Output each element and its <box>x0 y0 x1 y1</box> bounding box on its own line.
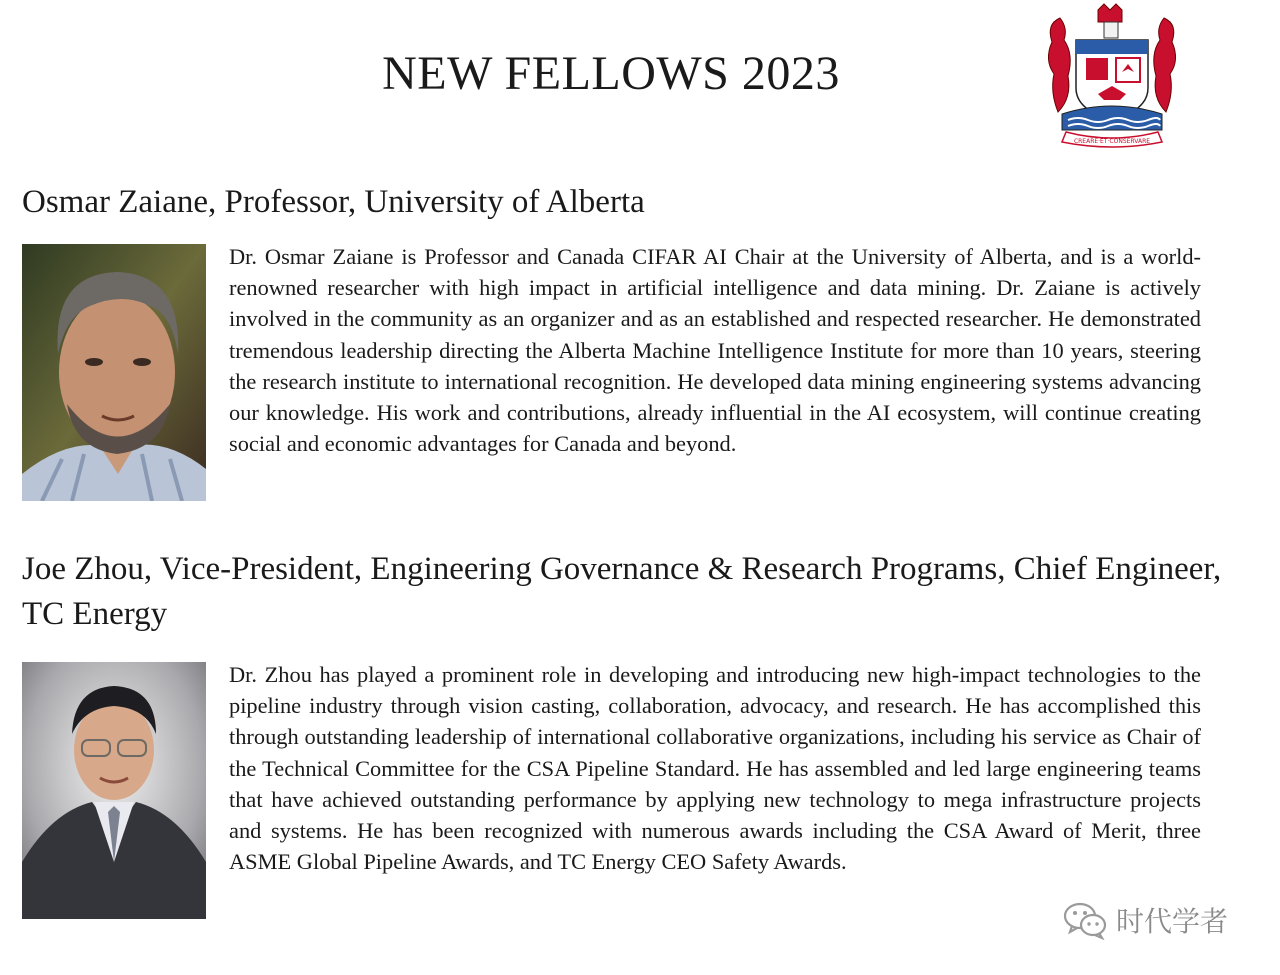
watermark-text: 时代学者 <box>1116 905 1229 938</box>
fellow-bio: Dr. Osmar Zaiane is Professor and Canada CIFAR AI Chair at the University of Alberta, and is a world-renowned researcher with high impact in artificial intelligence and data mining. Dr. Zaiane is actively involved in the community as an organizer and as an established and respected researcher. He demonstrated tremendous leadership directing the Alberta Machine Intelligence Institute for more than 10 years, steering the research institute to international recognition. He developed data mining engineering systems advancing our knowledge. His work and contributions, already influential in the AI ecosystem, will continue creating social and economic advantages for Canada and beyond. <box>229 244 1201 457</box>
portrait-photo <box>22 244 206 501</box>
wechat-icon <box>1062 900 1108 940</box>
fellow-bio: Dr. Zhou has played a prominent role in developing and introducing new high-impact technologies to the pipeline industry through vision casting, collaboration, advocacy, and research. He has accomplished this through outstanding leadership of international collaborative organizations, including his service as Chair of the Technical Committee for the CSA Pipeline Standard. He has assembled and led large engineering teams that have achieved outstanding performance by applying new technology to mega infrastructure projects and systems. He has been recognized with numerous awards including the CSA Award of Merit, three ASME Global Pipeline Awards, and TC Energy CEO Safety Awards. <box>229 662 1201 875</box>
coat-of-arms-icon <box>1038 2 1186 150</box>
fellow-name: Osmar Zaiane, Professor, University of Alberta <box>22 184 645 220</box>
crest-motto: CREARE·ET·CONSERVARE <box>1073 138 1151 145</box>
portrait-photo <box>22 662 206 919</box>
fellow-name: Joe Zhou, Vice-President, Engineering Governance & Research Programs, Chief Engineer, TC Energy <box>22 551 1222 632</box>
page-title: NEW FELLOWS 2023 <box>382 47 840 100</box>
watermark <box>1062 898 1228 942</box>
